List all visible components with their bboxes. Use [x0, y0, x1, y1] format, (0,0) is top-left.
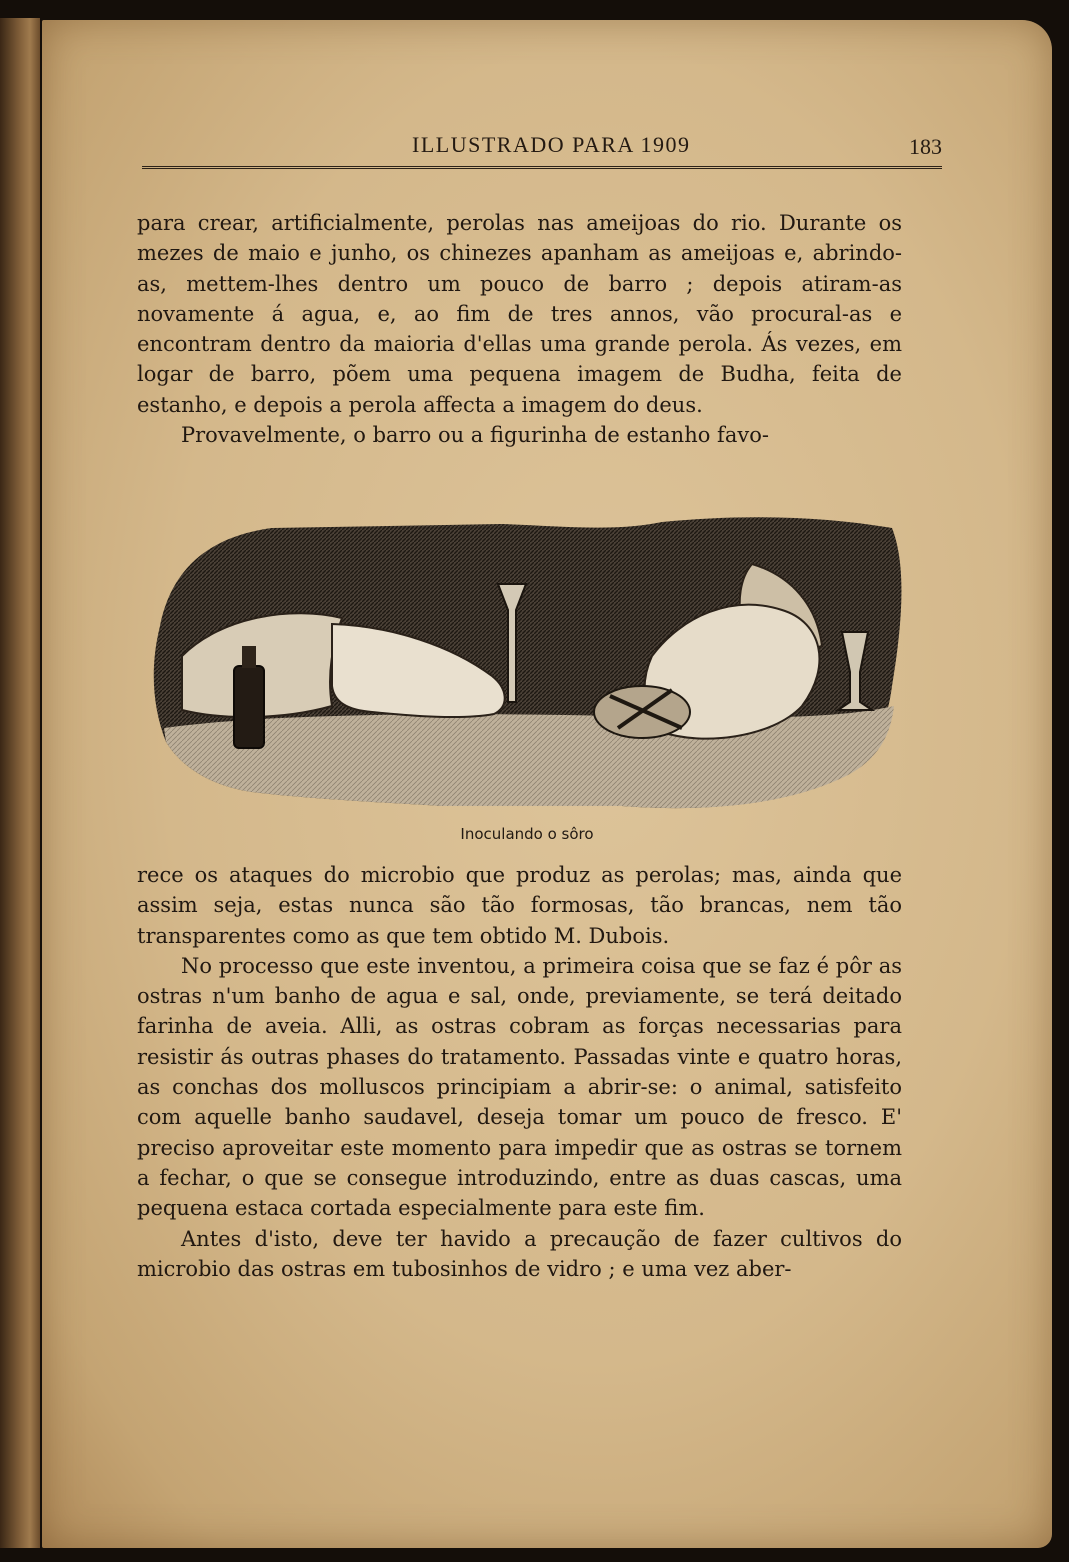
- paragraph: rece os ataques do microbio que produz as perolas; mas, ainda que assim seja, estas nunca são tão formosas, tão brancas, nem tão transparentes como as que tem obtido M. Dubois.: [137, 863, 902, 948]
- table-surface: [164, 706, 894, 808]
- book-spine-edge: [0, 18, 40, 1548]
- engraving-illustration: [142, 506, 912, 852]
- book-page: [42, 20, 1052, 1548]
- running-header: [142, 126, 942, 169]
- glass-bottle: [234, 666, 264, 748]
- paragraph: Provavelmente, o barro ou a figurinha de estanho favo-: [181, 423, 769, 448]
- paragraph: Antes d'isto, deve ter havido a precaução de fazer cultivos do microbio das ostras em tubosinhos de vidro ; e uma vez aber-: [137, 1226, 902, 1281]
- page-number: 183: [909, 134, 942, 159]
- paragraph: No processo que este inventou, a primeira coisa que se faz é pôr as ostras n'um banho de agua e sal, onde, previamente, se terá deitado farinha de aveia. Alli, as ostras cobram as forças necessarias para resistir ás outras phases do tratamento. Passadas vinte e quatro horas, as conchas dos molluscos principiam a abrir-se: o animal, satisfeito com aquelle banho saudavel, deseja tomar um pouco de fresco. E' preciso aproveitar este momento para impedir que as ostras se tornem a fechar, o que se consegue introduzindo, entre as duas cascas, uma pequena estaca cortada especialmente para este fim.: [137, 953, 902, 1221]
- text-block-top: [137, 208, 902, 450]
- figure-caption: Inoculando o sôro: [460, 825, 594, 843]
- paragraph: para crear, artificialmente, perolas nas ameijoas do rio. Durante os mezes de maio e junho, os chinezes apanham as ameijoas e, abrindo-as, mettem-lhes dentro um pouco de barro ; depois atiram-as novamente á agua, e, ao fim de tres annos, vão procural-as e encontram dentro da maioria d'ellas uma grande perola. Ás vezes, em logar de barro, põem uma pequena imagem de Budha, feita de estanho, e depois a perola affecta a imagem do deus.: [137, 211, 902, 417]
- illustration-figure: [142, 506, 912, 852]
- running-title: ILLUSTRADO PARA 1909: [412, 132, 691, 157]
- text-block-bottom: [137, 860, 902, 1284]
